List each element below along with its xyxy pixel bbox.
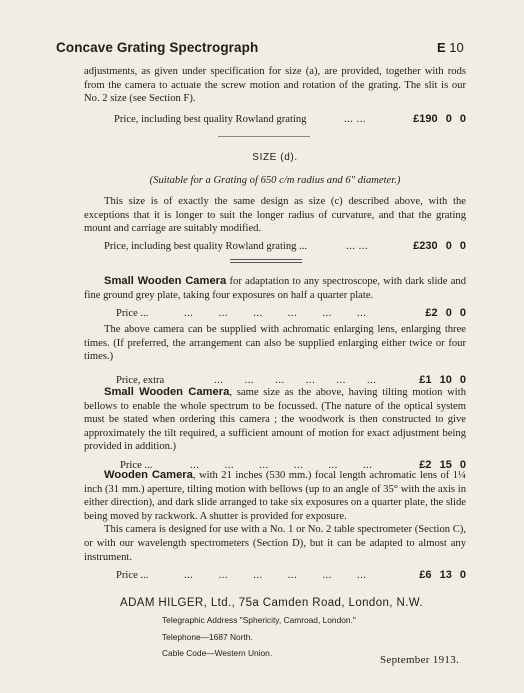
section-letter: E: [437, 40, 446, 55]
divider-short: [218, 136, 310, 137]
price-label: Price ...: [116, 308, 149, 320]
price-dots: ... ... ... ... ... ...: [184, 308, 367, 320]
size-d-text: This size is of exactly the same design as size (c) described above, with the exceptions that it is longer to suit the longer radius of curvature, and that the grating mount and carriage are suitably modified.: [84, 196, 466, 235]
price-amount: £6 13 0: [419, 569, 466, 582]
size-d-price-line: [84, 240, 466, 254]
camera3-text: [84, 469, 466, 523]
price-label: Price, including best quality Rowland grating ...: [104, 240, 308, 252]
page-title: Concave Grating Spectrograph: [56, 40, 259, 55]
price-label: Price ...: [120, 459, 153, 471]
telegraphic-address: Telegraphic Address "Sphericity, Camroad, London.": [162, 615, 356, 625]
camera1-text: [84, 275, 466, 302]
cable-code: Cable Code—Western Union.: [162, 648, 273, 658]
camera2-section: [84, 386, 466, 473]
camera3-lead: Wooden Camera: [104, 469, 193, 481]
divider-double-top: [230, 259, 302, 260]
intro-price-line: [84, 113, 466, 127]
camera3-price-line: [84, 569, 466, 583]
price-amount: £2 15 0: [419, 458, 466, 471]
camera2-text: [84, 386, 466, 454]
size-d-heading: SIZE (d).: [252, 152, 298, 163]
page-number-value: 10: [449, 40, 464, 55]
price-amount: £230 0 0: [413, 239, 466, 252]
page-number: [437, 40, 464, 55]
publication-date: September 1913.: [380, 654, 460, 666]
telephone: Telephone—1687 North.: [162, 632, 253, 642]
size-d-section: [84, 151, 466, 254]
intro-text: adjustments, as given under specification for size (a), are provided, together with rods from the camera to actuate the screw motion and rotation of the grating. The slit is our No. 2 size (see Section F).: [84, 66, 466, 105]
price-dots: ... ... ... ... ... ...: [190, 459, 373, 471]
camera1-desc: for adaptation to any spectroscope, with dark slide and fine ground grey plate, taking four exposures on half a quarter plate.: [84, 276, 466, 301]
price-dots: ... ...: [346, 240, 369, 252]
price-label: Price ...: [116, 570, 149, 582]
intro-section: [84, 65, 466, 127]
price-dots: ... ... ... ... ... ...: [184, 570, 367, 582]
camera1-section: [84, 275, 466, 388]
price-dots: ... ... ... ... ... ...: [214, 374, 377, 386]
camera1-text2: The above camera can be supplied with achromatic enlarging lens, enlarging three times. (If preferred, the arrangement can also be supplied enlarging either twice or four times.): [84, 324, 466, 363]
price-amount: £190 0 0: [413, 112, 466, 125]
price-label: Price, including best quality Rowland grating: [114, 113, 307, 125]
camera3-section: [84, 469, 466, 583]
divider-double-bottom: [230, 262, 302, 263]
camera1-lead: Small Wooden Camera: [104, 275, 227, 287]
price-amount: £2 0 0: [425, 307, 466, 320]
price-amount: £1 10 0: [419, 373, 466, 386]
camera3-desc: , with 21 inches (530 mm.) focal length achromatic lens of 1¼ inch (31 mm.) aperture, tilting motion with bellows (up to an angle of 35° with the axis in either direction), and dark slide arranged to take six exposures on a quarter plate, the slide being moved by rackwork. A shutter is provided for exposure.: [84, 470, 467, 522]
price-dots: ... ...: [344, 113, 367, 125]
camera2-lead: Small Wooden Camera: [104, 386, 230, 398]
camera2-desc: , same size as the above, having tilting motion with bellows to enable the whole spectrum to be focussed. (The nature of the optical system must be stated when ordering this camera ; the woodwork is then constructed to give approximately the tilt required, a sufficient amount of motion for exact adjustment being provided in addition.): [84, 387, 466, 453]
company-address: ADAM HILGER, Ltd., 75a Camden Road, London, N.W.: [120, 597, 424, 609]
size-d-subheading: (Suitable for a Grating of 650 c/m radius and 6" diameter.): [149, 174, 401, 186]
camera3-text2: This camera is designed for use with a No. 1 or No. 2 table spectrometer (Section C), or with our wavelength spectrometers (Section D), but it can be adapted to almost any instrument.: [84, 524, 466, 563]
price-label: Price, extra: [116, 374, 165, 386]
camera1-price-line: [84, 307, 466, 321]
